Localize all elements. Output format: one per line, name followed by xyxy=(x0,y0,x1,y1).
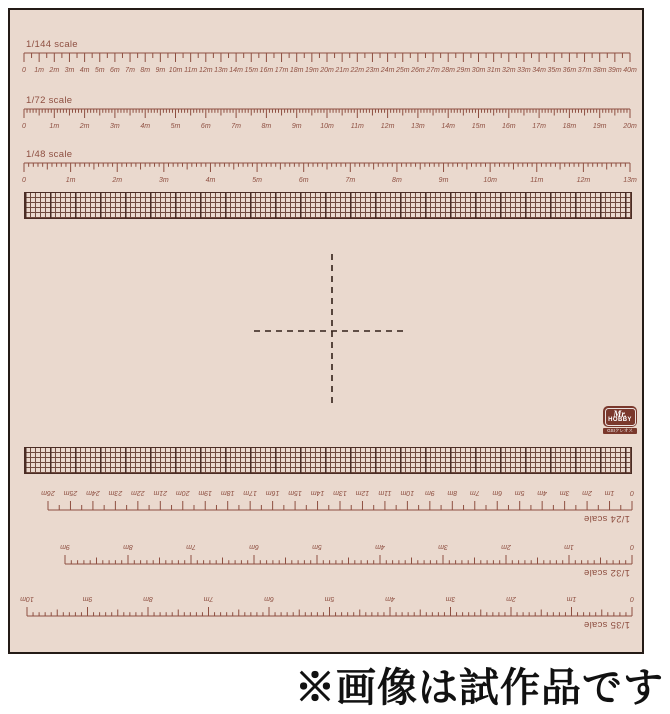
svg-text:5m: 5m xyxy=(94,67,105,74)
svg-text:27m: 27m xyxy=(426,67,440,74)
svg-text:7m: 7m xyxy=(469,489,480,496)
ruler-1-72-scale xyxy=(18,91,638,133)
svg-text:18m: 18m xyxy=(562,123,577,130)
svg-text:32m: 32m xyxy=(501,67,516,74)
svg-text:16m: 16m xyxy=(501,123,516,130)
svg-text:23m: 23m xyxy=(365,67,380,74)
svg-text:3m: 3m xyxy=(110,123,120,130)
svg-text:40m: 40m xyxy=(623,67,637,74)
svg-text:8m: 8m xyxy=(140,67,151,74)
mr-hobby-logo-badge xyxy=(603,406,637,427)
svg-text:6m: 6m xyxy=(492,489,503,496)
svg-text:3m: 3m xyxy=(64,67,75,74)
svg-text:16m: 16m xyxy=(259,67,274,74)
svg-text:31m: 31m xyxy=(486,67,501,74)
svg-text:26m: 26m xyxy=(41,489,55,496)
svg-text:11m: 11m xyxy=(184,67,198,74)
svg-text:24m: 24m xyxy=(86,489,100,496)
svg-text:14m: 14m xyxy=(229,67,243,74)
svg-text:17m: 17m xyxy=(274,67,289,74)
svg-text:5m: 5m xyxy=(324,595,335,602)
svg-text:2m: 2m xyxy=(49,67,60,74)
ruler-1-24-scale xyxy=(18,486,638,528)
svg-text:13m: 13m xyxy=(623,177,637,184)
svg-text:8m: 8m xyxy=(447,489,458,496)
logo-maker-text: GSIクレオス xyxy=(603,428,637,434)
svg-text:25m: 25m xyxy=(395,67,410,74)
svg-text:35m: 35m xyxy=(547,67,562,74)
svg-text:0: 0 xyxy=(22,177,26,184)
svg-text:37m: 37m xyxy=(577,67,592,74)
svg-text:9m: 9m xyxy=(155,67,166,74)
svg-text:19m: 19m xyxy=(305,67,319,74)
prototype-disclaimer-text: ※画像は試作品です xyxy=(295,666,664,710)
svg-text:20m: 20m xyxy=(623,123,637,130)
svg-text:21m: 21m xyxy=(335,67,349,74)
svg-text:12m: 12m xyxy=(198,67,213,74)
svg-text:6m: 6m xyxy=(298,177,309,184)
svg-text:15m: 15m xyxy=(244,67,259,74)
logo-hobby-text: HOBBY xyxy=(608,417,632,423)
svg-text:18m: 18m xyxy=(289,67,304,74)
svg-text:7m: 7m xyxy=(186,543,196,550)
svg-text:5m: 5m xyxy=(252,177,262,184)
svg-text:38m: 38m xyxy=(592,67,607,74)
svg-text:1m: 1m xyxy=(65,177,76,184)
svg-text:2m: 2m xyxy=(112,177,123,184)
svg-text:2m: 2m xyxy=(506,595,516,602)
svg-text:4m: 4m xyxy=(537,489,548,496)
svg-text:29m: 29m xyxy=(456,67,471,74)
svg-text:7m: 7m xyxy=(345,177,356,184)
svg-text:22m: 22m xyxy=(350,67,365,74)
logo-mr-text: Mr. xyxy=(613,409,627,419)
mr-hobby-logo xyxy=(603,406,637,434)
svg-text:0: 0 xyxy=(630,543,634,550)
grid-strip-bottom xyxy=(24,447,632,474)
svg-text:7m: 7m xyxy=(125,67,135,74)
svg-text:14m: 14m xyxy=(310,489,325,496)
svg-text:23m: 23m xyxy=(108,489,123,496)
svg-text:4m: 4m xyxy=(140,123,151,130)
svg-text:5m: 5m xyxy=(170,123,181,130)
svg-text:22m: 22m xyxy=(131,489,145,496)
svg-text:8m: 8m xyxy=(123,543,133,550)
svg-text:12m: 12m xyxy=(380,123,395,130)
svg-text:0: 0 xyxy=(630,595,634,602)
svg-text:39m: 39m xyxy=(608,67,622,74)
svg-text:16m: 16m xyxy=(265,489,280,496)
svg-text:9m: 9m xyxy=(82,595,93,602)
svg-text:10m: 10m xyxy=(320,123,334,130)
svg-text:1m: 1m xyxy=(34,67,45,74)
svg-text:10m: 10m xyxy=(400,489,415,496)
svg-text:5m: 5m xyxy=(514,489,525,496)
svg-text:10m: 10m xyxy=(20,595,34,602)
svg-text:8m: 8m xyxy=(261,123,272,130)
ruler-1-48-scale xyxy=(18,145,638,187)
svg-text:3m: 3m xyxy=(158,177,169,184)
svg-text:34m: 34m xyxy=(532,67,546,74)
svg-text:25m: 25m xyxy=(63,489,78,496)
svg-text:13m: 13m xyxy=(333,489,347,496)
svg-text:1m: 1m xyxy=(49,123,60,130)
svg-text:11m: 11m xyxy=(530,177,544,184)
svg-text:8m: 8m xyxy=(392,177,402,184)
svg-text:18m: 18m xyxy=(220,489,235,496)
svg-text:21m: 21m xyxy=(153,489,168,496)
svg-text:20m: 20m xyxy=(175,489,190,496)
svg-text:2m: 2m xyxy=(582,489,592,496)
svg-text:7m: 7m xyxy=(203,595,214,602)
svg-text:0: 0 xyxy=(22,123,26,130)
svg-text:26m: 26m xyxy=(411,67,425,74)
svg-text:3m: 3m xyxy=(559,489,570,496)
svg-text:13m: 13m xyxy=(411,123,425,130)
svg-text:4m: 4m xyxy=(205,177,216,184)
svg-text:15m: 15m xyxy=(288,489,302,496)
svg-text:28m: 28m xyxy=(441,67,456,74)
svg-text:6m: 6m xyxy=(110,67,120,74)
svg-text:11m: 11m xyxy=(350,123,364,130)
svg-text:0: 0 xyxy=(22,67,26,74)
cutting-mat xyxy=(8,8,644,654)
svg-text:5m: 5m xyxy=(312,543,322,550)
svg-text:3m: 3m xyxy=(445,595,456,602)
svg-text:8m: 8m xyxy=(143,595,153,602)
svg-text:3m: 3m xyxy=(438,543,448,550)
svg-text:4m: 4m xyxy=(385,595,395,602)
svg-text:6m: 6m xyxy=(200,123,211,130)
svg-text:1/144 scale: 1/144 scale xyxy=(26,39,78,50)
grid-strip-top xyxy=(24,192,632,219)
svg-text:1/72 scale: 1/72 scale xyxy=(26,95,73,106)
svg-text:36m: 36m xyxy=(562,67,577,74)
svg-text:2m: 2m xyxy=(79,123,90,130)
svg-text:12m: 12m xyxy=(355,489,370,496)
svg-text:20m: 20m xyxy=(320,67,334,74)
svg-text:9m: 9m xyxy=(60,543,70,550)
svg-text:6m: 6m xyxy=(264,595,274,602)
svg-text:1/24 scale: 1/24 scale xyxy=(583,513,630,524)
svg-text:24m: 24m xyxy=(380,67,395,74)
svg-text:1/35 scale: 1/35 scale xyxy=(583,619,630,630)
svg-text:14m: 14m xyxy=(441,123,456,130)
ruler-1-32-scale xyxy=(18,540,638,582)
svg-text:1m: 1m xyxy=(566,595,577,602)
svg-text:1m: 1m xyxy=(604,489,615,496)
svg-text:15m: 15m xyxy=(471,123,486,130)
svg-text:1/48 scale: 1/48 scale xyxy=(26,149,73,160)
svg-text:4m: 4m xyxy=(375,543,385,550)
svg-text:9m: 9m xyxy=(424,489,435,496)
svg-text:4m: 4m xyxy=(79,67,90,74)
svg-text:19m: 19m xyxy=(198,489,213,496)
svg-text:9m: 9m xyxy=(291,123,302,130)
svg-text:13m: 13m xyxy=(214,67,228,74)
svg-text:11m: 11m xyxy=(378,489,392,496)
ruler-1-35-scale xyxy=(18,592,638,634)
svg-text:9m: 9m xyxy=(438,177,449,184)
svg-text:2m: 2m xyxy=(501,543,511,550)
svg-text:6m: 6m xyxy=(249,543,259,550)
ruler-1-144-scale xyxy=(18,35,638,77)
svg-text:17m: 17m xyxy=(243,489,257,496)
svg-text:33m: 33m xyxy=(517,67,531,74)
svg-text:1m: 1m xyxy=(564,543,574,550)
svg-text:19m: 19m xyxy=(592,123,607,130)
svg-text:12m: 12m xyxy=(576,177,591,184)
svg-text:10m: 10m xyxy=(168,67,183,74)
svg-text:10m: 10m xyxy=(483,177,497,184)
svg-text:7m: 7m xyxy=(231,123,241,130)
svg-text:30m: 30m xyxy=(471,67,486,74)
svg-text:17m: 17m xyxy=(532,123,546,130)
svg-text:0: 0 xyxy=(630,489,634,496)
svg-text:1/32 scale: 1/32 scale xyxy=(583,567,630,578)
